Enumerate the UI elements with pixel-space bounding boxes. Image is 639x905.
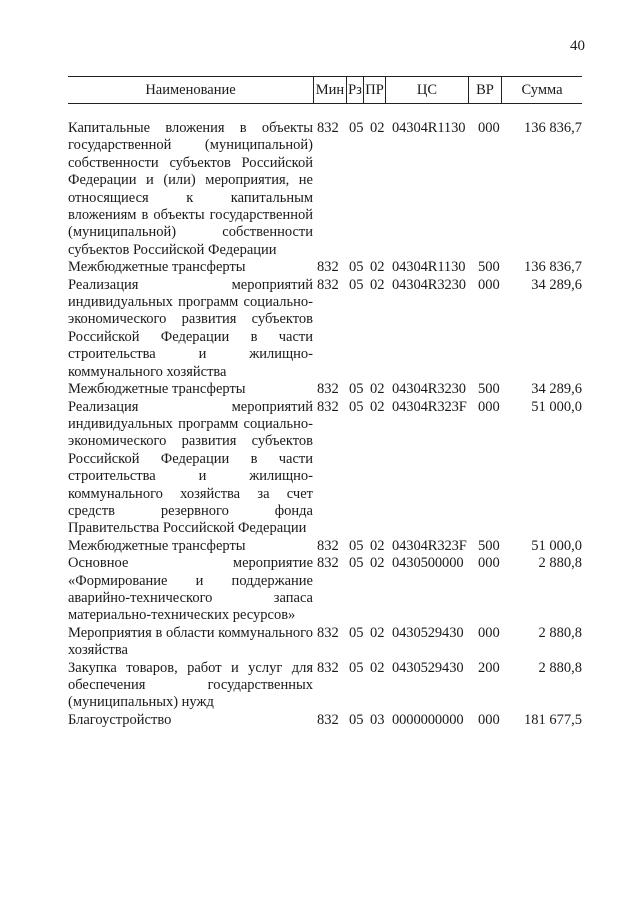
row-cs: 04304R3230 <box>392 276 466 293</box>
row-rz: 05 <box>349 381 364 398</box>
table-header <box>68 76 582 104</box>
row-sum: 51 000,0 <box>531 537 582 554</box>
row-vr: 500 <box>478 259 500 276</box>
row-sum: 34 289,6 <box>531 276 582 293</box>
row-vr: 000 <box>478 276 500 293</box>
row-rz: 05 <box>349 659 364 676</box>
row-name: Межбюджетные трансферты <box>68 537 246 554</box>
header-pr: ПР <box>363 77 385 103</box>
table-row <box>68 660 582 712</box>
table-body <box>68 120 582 729</box>
row-pr: 02 <box>370 381 385 398</box>
row-pr: 02 <box>370 398 385 415</box>
header-rz: Рз <box>346 77 363 103</box>
row-cs: 0000000000 <box>392 711 464 728</box>
row-rz: 05 <box>349 276 364 293</box>
row-name: Реализация мероприятий индивидуальных программ социально-экономического развития субъектов Российской Федерации в части строительства и жилищно-коммунального хозяйства <box>68 276 313 380</box>
row-name: Межбюджетные трансферты <box>68 381 246 398</box>
row-cs: 0430529430 <box>392 659 464 676</box>
row-name: Межбюджетные трансферты <box>68 259 246 276</box>
row-min: 832 <box>317 381 339 398</box>
row-rz: 05 <box>349 120 364 136</box>
row-rz: 05 <box>349 624 364 641</box>
row-name: Капитальные вложения в объекты государственной (муниципальной) собственности субъектов Российской Федерации и (или) мероприятия, не относящиеся к капитальным вложениям в объекты государственной (муниципальной) собственности субъектов Российской Федерации <box>68 120 313 258</box>
table-row <box>68 277 582 381</box>
row-rz: 05 <box>349 555 364 572</box>
header-vr: ВР <box>468 77 501 103</box>
row-sum: 136 836,7 <box>524 120 582 136</box>
row-min: 832 <box>317 537 339 554</box>
row-vr: 000 <box>478 711 500 728</box>
table-row <box>68 120 582 259</box>
row-vr: 000 <box>478 555 500 572</box>
table-row <box>68 381 582 398</box>
row-pr: 02 <box>370 537 385 554</box>
row-cs: 04304R3230 <box>392 381 466 398</box>
row-min: 832 <box>317 711 339 728</box>
table-row <box>68 625 582 660</box>
row-min: 832 <box>317 624 339 641</box>
row-pr: 02 <box>370 555 385 572</box>
row-rz: 05 <box>349 537 364 554</box>
header-sum: Сумма <box>501 77 582 103</box>
row-vr: 000 <box>478 120 500 136</box>
row-rz: 05 <box>349 711 364 728</box>
row-cs: 04304R323F <box>392 398 467 415</box>
row-rz: 05 <box>349 398 364 415</box>
row-min: 832 <box>317 659 339 676</box>
row-cs: 04304R323F <box>392 537 467 554</box>
row-sum: 2 880,8 <box>538 555 582 572</box>
row-name: Закупка товаров, работ и услуг для обеспечения государственных (муниципальных) нужд <box>68 659 313 711</box>
row-min: 832 <box>317 276 339 293</box>
table-row <box>68 399 582 538</box>
row-min: 832 <box>317 398 339 415</box>
row-name: Реализация мероприятий индивидуальных программ социально-экономического развития субъектов Российской Федерации в части строительства и жилищно-коммунального хозяйства за счет средств резервного фонда Правительства Российской Федерации <box>68 398 313 537</box>
row-vr: 000 <box>478 624 500 641</box>
row-vr: 500 <box>478 381 500 398</box>
row-cs: 0430529430 <box>392 624 464 641</box>
page-number: 40 <box>570 38 585 54</box>
row-pr: 02 <box>370 624 385 641</box>
row-cs: 0430500000 <box>392 555 464 572</box>
table-row <box>68 555 582 625</box>
row-name: Благоустройство <box>68 711 172 728</box>
table-row <box>68 538 582 555</box>
row-cs: 04304R1130 <box>392 259 466 276</box>
table-row <box>68 712 582 729</box>
row-sum: 2 880,8 <box>538 624 582 641</box>
budget-table <box>68 76 582 729</box>
row-pr: 02 <box>370 659 385 676</box>
row-sum: 51 000,0 <box>531 398 582 415</box>
row-min: 832 <box>317 555 339 572</box>
header-name: Наименование <box>145 82 236 98</box>
row-vr: 000 <box>478 398 500 415</box>
row-vr: 200 <box>478 659 500 676</box>
header-min: Мин <box>313 77 346 103</box>
row-cs: 04304R1130 <box>392 120 466 136</box>
row-sum: 136 836,7 <box>524 259 582 276</box>
header-cs: ЦС <box>385 77 468 103</box>
row-vr: 500 <box>478 537 500 554</box>
row-pr: 03 <box>370 711 385 728</box>
row-sum: 181 677,5 <box>524 711 582 728</box>
row-pr: 02 <box>370 276 385 293</box>
row-name: Мероприятия в области коммунального хозяйства <box>68 624 313 659</box>
row-sum: 2 880,8 <box>538 659 582 676</box>
table-row <box>68 259 582 276</box>
row-min: 832 <box>317 259 339 276</box>
row-pr: 02 <box>370 259 385 276</box>
row-pr: 02 <box>370 120 385 136</box>
row-sum: 34 289,6 <box>531 381 582 398</box>
row-min: 832 <box>317 120 339 136</box>
row-rz: 05 <box>349 259 364 276</box>
row-name: Основное мероприятие «Формирование и поддержание аварийно-технического запаса материально-технических ресурсов» <box>68 555 313 624</box>
